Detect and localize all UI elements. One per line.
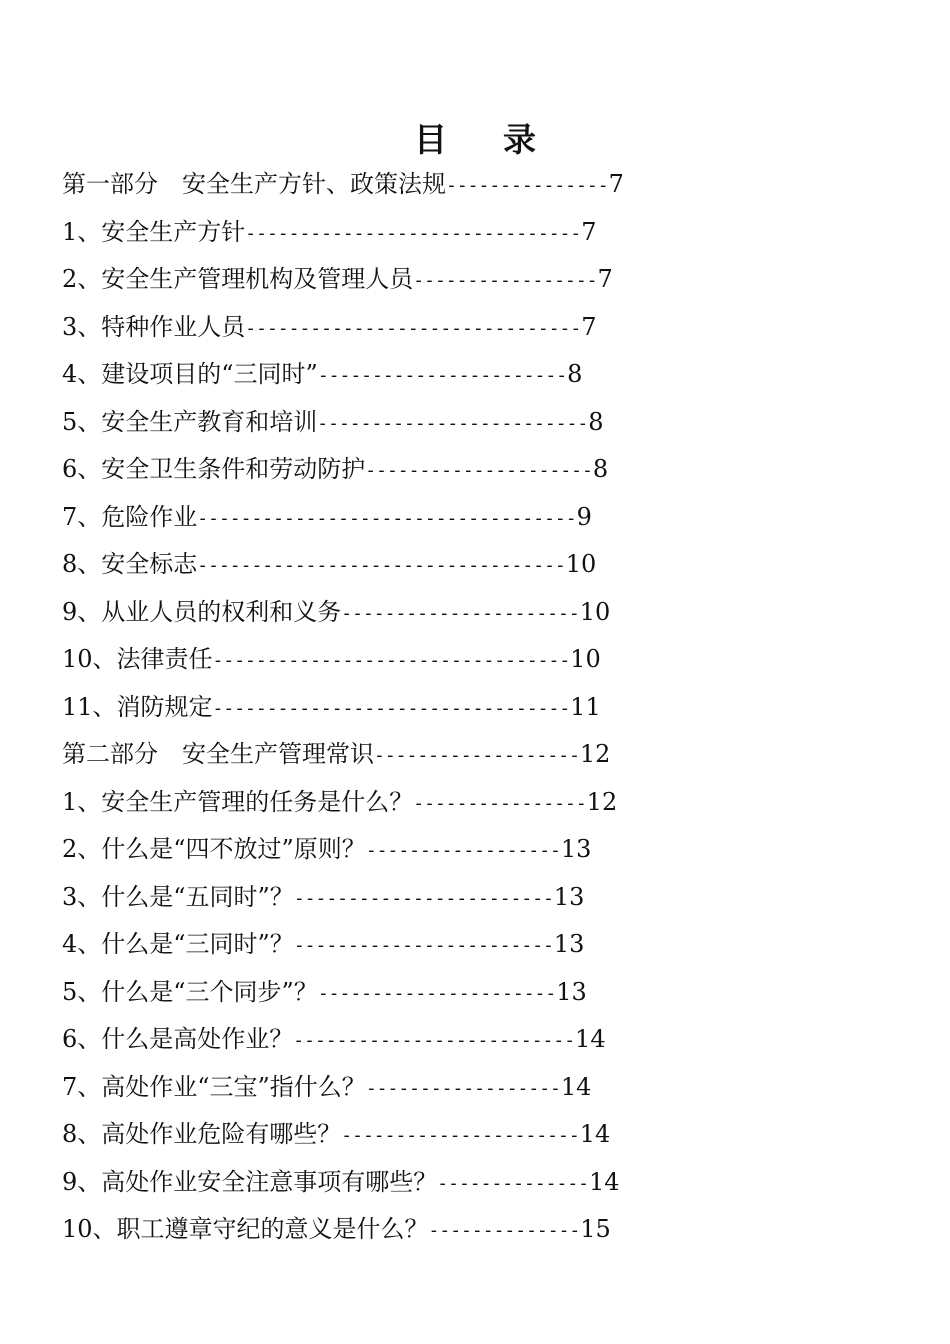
- toc-entry-leader: -------------------------------: [245, 317, 582, 339]
- toc-entry-page-number: 14: [579, 1120, 611, 1148]
- toc-entry-title: 3、什么是“五同时”？: [62, 882, 294, 911]
- toc-entry-title: 2、安全生产管理机构及管理人员: [62, 265, 414, 293]
- toc-entry-leader: ---------------: [446, 175, 609, 196]
- toc-entry[interactable]: [62, 874, 722, 922]
- toc-entry[interactable]: [62, 1016, 722, 1064]
- toc-entry-title: 10、职工遵章守纪的意义是什么？: [62, 1215, 429, 1243]
- toc-entry-leader: -----------------------------------: [197, 507, 577, 529]
- toc-entry[interactable]: [62, 399, 722, 447]
- toc-entry-leader: ----------------: [413, 792, 587, 814]
- table-of-contents: [62, 161, 722, 1254]
- toc-entry-title: 1、安全生产管理的任务是什么？: [62, 787, 414, 816]
- toc-entry[interactable]: [62, 1064, 722, 1112]
- toc-entry-leader: -------------------: [374, 745, 580, 766]
- toc-entry[interactable]: [62, 636, 722, 684]
- toc-entry-leader: ----------------------: [341, 602, 580, 624]
- toc-entry[interactable]: [62, 351, 722, 399]
- toc-entry-title: 9、高处作业安全注意事项有哪些？: [62, 1167, 438, 1196]
- toc-entry-leader: ------------------------: [293, 887, 554, 909]
- toc-entry-title: 7、危险作业: [62, 502, 198, 531]
- toc-entry-title: 4、什么是“三同时”？: [62, 930, 294, 958]
- toc-entry-leader: --------------------------: [293, 1030, 576, 1051]
- title-char-1: 目: [414, 120, 447, 159]
- toc-entry-title: 8、安全标志: [62, 550, 198, 578]
- toc-entry[interactable]: [62, 731, 722, 779]
- toc-entry-leader: ------------------------: [293, 935, 554, 956]
- toc-entry[interactable]: [62, 1159, 722, 1207]
- page-title: [0, 114, 950, 166]
- toc-entry-page-number: 10: [570, 645, 601, 673]
- toc-entry-page-number: 13: [556, 977, 587, 1006]
- toc-entry-leader: ---------------------------------: [212, 697, 571, 719]
- toc-entry-title: 5、什么是“三个同步”？: [62, 977, 318, 1006]
- toc-entry-title: 1、安全生产方针: [62, 217, 246, 246]
- title-char-2: 录: [503, 120, 536, 159]
- toc-entry-page-number: 11: [570, 692, 601, 721]
- toc-entry-title: 9、从业人员的权利和义务: [62, 597, 342, 626]
- toc-entry-leader: -------------------------------: [245, 222, 582, 244]
- toc-entry-title: 6、什么是高处作业？: [62, 1025, 294, 1053]
- toc-entry-title: 6、安全卫生条件和劳动防护: [62, 455, 366, 483]
- toc-entry-title: 3、特种作业人员: [62, 312, 246, 341]
- toc-entry[interactable]: [62, 826, 722, 874]
- toc-entry-page-number: 10: [579, 597, 611, 626]
- toc-entry-leader: ----------------------: [317, 982, 557, 1004]
- toc-entry-page-number: 8: [592, 455, 609, 483]
- toc-entry-page-number: 9: [576, 502, 592, 531]
- toc-entry-leader: ---------------------------------: [212, 650, 571, 671]
- toc-entry-page-number: 14: [575, 1025, 606, 1053]
- toc-entry[interactable]: [62, 209, 722, 257]
- toc-entry-title: 10、法律责任: [62, 645, 213, 673]
- toc-entry-page-number: 12: [586, 787, 618, 816]
- toc-entry[interactable]: [62, 589, 722, 637]
- toc-entry-page-number: 8: [588, 407, 604, 436]
- toc-entry-page-number: 13: [553, 882, 585, 911]
- toc-entry[interactable]: [62, 446, 722, 494]
- toc-entry-leader: -------------------------: [317, 412, 589, 434]
- toc-entry[interactable]: [62, 684, 722, 732]
- toc-entry[interactable]: [62, 921, 722, 969]
- toc-entry-page-number: 15: [580, 1215, 611, 1243]
- toc-entry-leader: -----------------: [413, 270, 598, 291]
- toc-entry[interactable]: [62, 161, 722, 209]
- toc-entry-page-number: 13: [553, 930, 585, 958]
- toc-entry-page-number: 8: [567, 360, 583, 388]
- toc-entry[interactable]: [62, 1111, 722, 1159]
- toc-entry-page-number: 14: [560, 1072, 592, 1101]
- toc-entry-page-number: 12: [579, 740, 611, 768]
- toc-entry-title: 5、安全生产教育和培训: [62, 407, 318, 436]
- toc-entry-page-number: 7: [581, 217, 597, 246]
- toc-entry-leader: ----------------------------------: [197, 555, 566, 576]
- toc-entry-title: 7、高处作业“三宝”指什么？: [62, 1072, 366, 1101]
- toc-entry-page-number: 13: [560, 835, 592, 863]
- toc-entry-leader: ----------------------: [341, 1125, 580, 1146]
- toc-entry-title: 11、消防规定: [62, 692, 213, 721]
- toc-entry-title: 第一部分 安全生产方针、政策法规: [62, 170, 446, 198]
- toc-entry-leader: -----------------------: [317, 365, 568, 386]
- toc-entry-title: 2、什么是“四不放过”原则？: [62, 835, 366, 863]
- toc-entry-leader: --------------: [437, 1172, 589, 1194]
- toc-entry-title: 第二部分 安全生产管理常识: [62, 740, 374, 768]
- toc-entry-page-number: 10: [565, 550, 597, 578]
- toc-entry[interactable]: [62, 1206, 722, 1254]
- toc-entry[interactable]: [62, 541, 722, 589]
- toc-entry[interactable]: [62, 304, 722, 352]
- toc-entry-leader: ------------------: [365, 1077, 561, 1099]
- toc-entry-title: 4、建设项目的“三同时”: [62, 360, 318, 388]
- toc-entry-page-number: 7: [581, 312, 597, 341]
- toc-entry[interactable]: [62, 494, 722, 542]
- toc-entry-leader: ------------------: [365, 840, 561, 861]
- toc-entry-page-number: 14: [589, 1167, 620, 1196]
- toc-entry[interactable]: [62, 969, 722, 1017]
- toc-entry-page-number: 7: [608, 170, 624, 198]
- toc-entry-title: 8、高处作业危险有哪些？: [62, 1120, 342, 1148]
- toc-entry-leader: --------------: [428, 1220, 581, 1241]
- toc-entry-leader: ---------------------: [365, 460, 593, 481]
- toc-entry[interactable]: [62, 779, 722, 827]
- toc-entry-page-number: 7: [597, 265, 613, 293]
- toc-entry[interactable]: [62, 256, 722, 304]
